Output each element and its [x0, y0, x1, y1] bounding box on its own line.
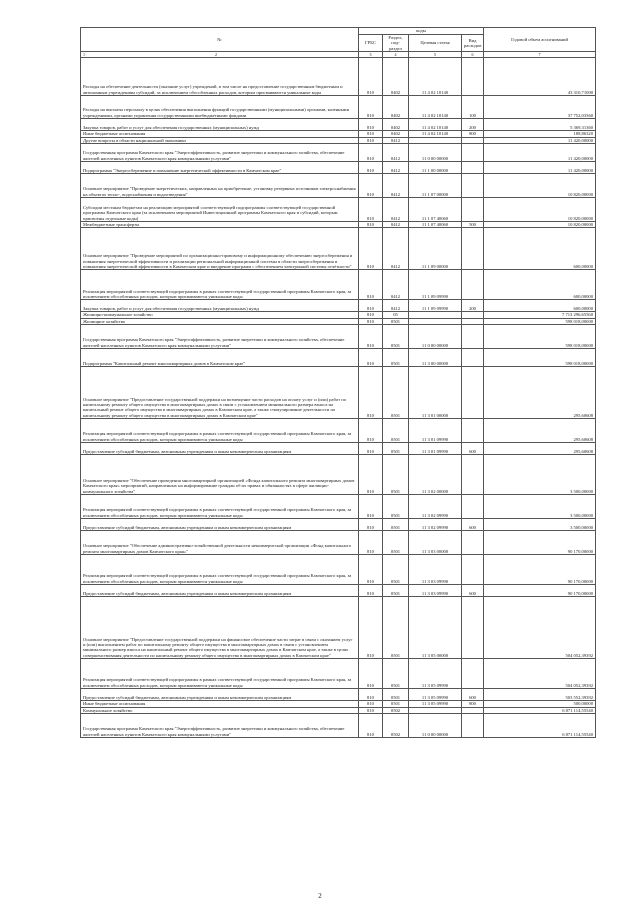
- row-grbs: 810: [359, 119, 383, 131]
- row-csr: 11 3 05 09990: [409, 701, 462, 707]
- row-grbs: 810: [359, 144, 383, 162]
- row-name: Жилищно-коммунальное хозяйство: [81, 312, 359, 318]
- row-grbs: 810: [359, 519, 383, 531]
- row-grbs: 810: [359, 318, 383, 324]
- budget-table: [80, 27, 596, 738]
- row-grbs: 810: [359, 597, 383, 659]
- row-csr: 11 3 03 00000: [409, 531, 462, 555]
- row-vr: [462, 597, 484, 659]
- table-row: [81, 455, 596, 495]
- row-csr: 11 3 01 09990: [409, 419, 462, 443]
- row-csr: 11 3 05 00000: [409, 597, 462, 659]
- row-sum: 43 310,71000: [484, 58, 596, 96]
- row-name: Предоставление субсидий бюджетным, автономным учреждениям и иным некоммерческим организациям: [81, 443, 359, 455]
- row-vr: [462, 531, 484, 555]
- row-name: Предоставление субсидий бюджетным, автономным учреждениям и иным некоммерческим организациям: [81, 519, 359, 531]
- row-csr: 11 1 07 00000: [409, 174, 462, 198]
- row-grbs: 810: [359, 96, 383, 119]
- row-vr: [462, 455, 484, 495]
- row-name: Основное мероприятие "Обеспечение административно-хозяйственной деятельности некоммерческой организации «Фонд капитального ремонта многоквартирных домов Камчатского края»": [81, 531, 359, 555]
- row-sum: 500,00000: [484, 701, 596, 707]
- row-csr: 11 4 02 10140: [409, 119, 462, 131]
- row-name: Иные бюджетные ассигнования: [81, 131, 359, 137]
- row-vr: 600: [462, 519, 484, 531]
- row-sum: 11 420,00000: [484, 144, 596, 162]
- row-sum: 90 170,00000: [484, 555, 596, 585]
- table-row: [81, 443, 596, 455]
- row-grbs: 810: [359, 585, 383, 597]
- row-csr: 11 3 03 09990: [409, 585, 462, 597]
- table-row: [81, 349, 596, 367]
- row-sum: 90 170,00000: [484, 585, 596, 597]
- row-csr: 11 1 09 09990: [409, 300, 462, 312]
- row-grbs: 810: [359, 659, 383, 689]
- row-csr: 11 3 02 09990: [409, 495, 462, 519]
- table-row: [81, 585, 596, 597]
- column-number: 7: [484, 52, 596, 58]
- row-name: Предоставление субсидий бюджетным, автономным учреждениям и иным некоммерческим организациям: [81, 689, 359, 701]
- row-csr: 11 4 02 10140: [409, 131, 462, 137]
- row-name: Расходы на обеспечение деятельности (оказание услуг) учреждений, в том числе на предоставление государственным бюджетным и автономным учреждениям субсидий, за исключением обособленных расходов, которым присваиваются уникальные коды: [81, 58, 359, 96]
- row-name: Реализация мероприятий соответствующей подпрограммы в рамках соответствующей государственной программы Камчатского края, за исключением обособленных расходов, которым присваиваются уникальные коды: [81, 555, 359, 585]
- row-grbs: 810: [359, 714, 383, 738]
- table-row: [81, 419, 596, 443]
- row-grbs: 810: [359, 707, 383, 713]
- row-grbs: 810: [359, 174, 383, 198]
- row-csr: 11 3 01 09990: [409, 443, 462, 455]
- table-row: [81, 531, 596, 555]
- row-sum: 600,00000: [484, 300, 596, 312]
- table-row: [81, 96, 596, 119]
- row-name: Основное мероприятие "Обеспечение проведения многоквартирной организацией «Фонда капитального ремонта многоквартирных домов Камчатского края» мероприятий, направленных на информирование граждан об их правах и обязанностях в сфере жилищно-коммунального хозяйства": [81, 455, 359, 495]
- row-rzpr: 0501: [383, 349, 409, 367]
- row-name: Основное мероприятие "Проведение мероприятий по организационно-правовому и информационному обеспечению энергосбережения и повышения энергетической эффективности и реализации региональной информационной системы в области энергосбережения и повышения энергетической эффективности в Камчатском крае и внедрение программ с обеспечением электронной системы отчётности": [81, 228, 359, 270]
- row-rzpr: 0412: [383, 162, 409, 174]
- row-rzpr: 0501: [383, 455, 409, 495]
- table-body: [81, 58, 596, 738]
- row-name: Реализация мероприятий соответствующей подпрограммы в рамках соответствующей государственной программы Камчатского края, за исключением обособленных расходов, которым присваиваются уникальные коды: [81, 419, 359, 443]
- row-sum: 3 500,00000: [484, 519, 596, 531]
- row-vr: [462, 349, 484, 367]
- row-sum: 10 820,00000: [484, 222, 596, 228]
- row-name: Предоставление субсидий бюджетным, автономным учреждениям и иным некоммерческим организациям: [81, 585, 359, 597]
- row-rzpr: 0402: [383, 58, 409, 96]
- table-row: [81, 119, 596, 131]
- row-grbs: 810: [359, 689, 383, 701]
- row-csr: 11 3 01 00000: [409, 367, 462, 419]
- row-name: Подпрограмма "Энергосбережение и повышение энергетической эффективности в Камчатском крае": [81, 162, 359, 174]
- row-rzpr: 0501: [383, 495, 409, 519]
- header-codes: коды: [359, 28, 484, 35]
- row-name: Реализация мероприятий соответствующей подпрограммы в рамках соответствующей государственной программы Камчатского края, за исключением обособленных расходов, которым присваиваются уникальные коды: [81, 495, 359, 519]
- row-sum: 3 500,00000: [484, 455, 596, 495]
- row-sum: 37 752,03360: [484, 96, 596, 119]
- row-rzpr: 0412: [383, 228, 409, 270]
- row-rzpr: 0502: [383, 714, 409, 738]
- row-grbs: 810: [359, 495, 383, 519]
- row-vr: [462, 228, 484, 270]
- row-name: Государственная программа Камчатского края "Энергоэффективность, развитие энергетики и коммунального хозяйства, обеспечение жителей населенных пунктов Камчатского края коммунальными услугами": [81, 144, 359, 162]
- table-row: [81, 162, 596, 174]
- row-rzpr: 0412: [383, 270, 409, 300]
- row-name: Основное мероприятие "Проведение энергетических, направленных на приобретение, установку резервных источников электроснабжения на объектах тепло-, водоснабжения и водоотведения": [81, 174, 359, 198]
- row-name: Государственная программа Камчатского края "Энергоэффективность, развитие энергетики и коммунального хозяйства, обеспечение жителей населенных пунктов Камчатского края коммунальными услугами": [81, 325, 359, 349]
- row-rzpr: 0412: [383, 144, 409, 162]
- row-rzpr: 0502: [383, 707, 409, 713]
- row-vr: 100: [462, 96, 484, 119]
- row-sum: 6 871 114,55540: [484, 714, 596, 738]
- row-vr: 600: [462, 443, 484, 455]
- row-name: Расходы на выплаты персоналу в целях обеспечения выполнения функций государственными (муниципальными) органами, казенными учреждениями, органами управления государственными внебюджетными фондами: [81, 96, 359, 119]
- row-grbs: 810: [359, 58, 383, 96]
- row-vr: 800: [462, 701, 484, 707]
- table-row: [81, 519, 596, 531]
- row-grbs: 810: [359, 222, 383, 228]
- header-sum: Годовой объем ассигнований: [484, 28, 596, 52]
- row-rzpr: 0402: [383, 96, 409, 119]
- row-vr: 200: [462, 300, 484, 312]
- row-vr: [462, 714, 484, 738]
- row-sum: 295,60608: [484, 419, 596, 443]
- row-name: Субсидии местным бюджетам на реализацию мероприятий соответствующей подпрограммы соответствующей государственной программы Камчатского края (за исключением мероприятий Инвестиционной программы Камчатского края и субсидий, которым присвоены отдельные коды): [81, 198, 359, 222]
- row-vr: [462, 144, 484, 162]
- table-row: [81, 270, 596, 300]
- row-csr: 11 0 00 00000: [409, 714, 462, 738]
- row-grbs: 810: [359, 198, 383, 222]
- row-vr: 200: [462, 119, 484, 131]
- table-row: [81, 495, 596, 519]
- row-vr: [462, 367, 484, 419]
- row-vr: [462, 174, 484, 198]
- table-row: [81, 597, 596, 659]
- row-csr: 11 1 07 40060: [409, 198, 462, 222]
- table-row: [81, 198, 596, 222]
- row-name: Закупка товаров, работ и услуг для обеспечения государственных (муниципальных) нужд: [81, 300, 359, 312]
- table-row: [81, 714, 596, 738]
- row-grbs: 810: [359, 349, 383, 367]
- row-name: Реализация мероприятий соответствующей подпрограммы в рамках соответствующей государственной программы Камчатского края, за исключением обособленных расходов, которым присваиваются уникальные коды: [81, 270, 359, 300]
- row-sum: 504 052,39392: [484, 597, 596, 659]
- row-sum: 600,00000: [484, 270, 596, 300]
- row-rzpr: 05: [383, 312, 409, 318]
- row-grbs: 810: [359, 531, 383, 555]
- row-vr: 800: [462, 131, 484, 137]
- row-rzpr: 0501: [383, 519, 409, 531]
- table-row: [81, 689, 596, 701]
- header-csr: Целевая статья: [409, 35, 462, 52]
- row-grbs: 810: [359, 325, 383, 349]
- table-row: [81, 367, 596, 419]
- row-sum: 90 170,00000: [484, 531, 596, 555]
- row-name: Другие вопросы в области национальной экономики: [81, 137, 359, 143]
- row-csr: 11 1 09 00000: [409, 228, 462, 270]
- row-sum: 3 500,00000: [484, 495, 596, 519]
- row-sum: 598 018,00000: [484, 318, 596, 324]
- row-name: Жилищное хозяйство: [81, 318, 359, 324]
- table-row: [81, 174, 596, 198]
- row-rzpr: 0501: [383, 597, 409, 659]
- column-number: 2: [215, 52, 217, 58]
- row-grbs: 810: [359, 131, 383, 137]
- row-csr: 11 3 03 09990: [409, 555, 462, 585]
- row-csr: 11 0 00 00000: [409, 325, 462, 349]
- row-sum: 598 018,00000: [484, 349, 596, 367]
- row-rzpr: 0501: [383, 325, 409, 349]
- row-csr: 11 3 05 09990: [409, 659, 462, 689]
- table-row: [81, 659, 596, 689]
- header-vr: Вид расходов: [462, 35, 484, 52]
- row-sum: 11 420,00000: [484, 162, 596, 174]
- row-csr: 11 3 00 00000: [409, 349, 462, 367]
- column-number: 5: [409, 52, 462, 58]
- row-sum: 5 369,31360: [484, 119, 596, 131]
- row-sum: 295,60608: [484, 443, 596, 455]
- row-sum: 11 420,00000: [484, 137, 596, 143]
- row-sum: 10 820,00000: [484, 198, 596, 222]
- row-name: Закупка товаров, работ и услуг для обеспечения государственных (муниципальных) нужд: [81, 119, 359, 131]
- row-rzpr: 0501: [383, 367, 409, 419]
- table-row: [81, 300, 596, 312]
- table-header: [81, 28, 596, 58]
- row-name: Межбюджетные трансферты: [81, 222, 359, 228]
- row-rzpr: 0402: [383, 119, 409, 131]
- row-rzpr: 0412: [383, 300, 409, 312]
- table-row: [81, 144, 596, 162]
- row-vr: [462, 58, 484, 96]
- column-number: 6: [462, 52, 484, 58]
- row-name: Иные бюджетные ассигнования: [81, 701, 359, 707]
- row-rzpr: 0501: [383, 701, 409, 707]
- row-grbs: 810: [359, 367, 383, 419]
- row-grbs: 810: [359, 137, 383, 143]
- row-vr: [462, 162, 484, 174]
- row-sum: 504 052,39392: [484, 659, 596, 689]
- page-number: 2: [318, 892, 322, 900]
- row-name: Подпрограмма "Капитальный ремонт многоквартирных домов в Камчатском крае": [81, 349, 359, 367]
- row-sum: 295,60608: [484, 367, 596, 419]
- table-row: [81, 58, 596, 96]
- row-sum: 598 018,00000: [484, 325, 596, 349]
- row-csr: 11 0 00 00000: [409, 144, 462, 162]
- row-name: Основное мероприятие "Предоставление государственной поддержки на финансовое обеспечение части затрат в связи с оказанием услуг и (или) выполнением работ по капитальному ремонту общего имущества в многоквартирных домах в связи с установлением минимального размер взноса на капитальный ремонт общего имущества в многоквартирных домах в Камчатском крае, а также в целях совершенствования деятельности по капитальному ремонту общего имущества в многоквартирных домах в Камчатском крае": [81, 597, 359, 659]
- row-csr: 11 3 02 00000: [409, 455, 462, 495]
- row-vr: [462, 659, 484, 689]
- row-csr: 11 1 07 40060: [409, 222, 462, 228]
- row-grbs: 810: [359, 312, 383, 318]
- row-grbs: 810: [359, 443, 383, 455]
- header-rzpr: Раздел, под-раздел: [383, 35, 409, 52]
- column-number: 1: [83, 52, 85, 58]
- row-rzpr: 0501: [383, 443, 409, 455]
- row-grbs: 810: [359, 419, 383, 443]
- row-vr: [462, 270, 484, 300]
- column-number: 3: [359, 52, 383, 58]
- row-rzpr: 0501: [383, 419, 409, 443]
- table-row: [81, 228, 596, 270]
- row-csr: 11 3 05 09990: [409, 689, 462, 701]
- row-csr: 11 4 02 10140: [409, 96, 462, 119]
- row-rzpr: 0501: [383, 689, 409, 701]
- row-rzpr: 0412: [383, 174, 409, 198]
- row-vr: [462, 495, 484, 519]
- row-rzpr: 0412: [383, 222, 409, 228]
- row-name: Основное мероприятие "Предоставление государственной поддержки на возмещение части расходов на оплату услуг и (или) работ по капитальному ремонту общего имущества в многоквартирных домах в связи с установлением минимального размера взноса на капитальный ремонт общего имущества в многоквартирных домах в Камчатском крае, а также стимулирование деятельности по капитальному ремонту общего имущества в многоквартирных домах в Камчатском крае": [81, 367, 359, 419]
- table-row: [81, 325, 596, 349]
- row-sum: 6 871 114,55540: [484, 707, 596, 713]
- row-vr: 600: [462, 689, 484, 701]
- row-sum: 503 552,39392: [484, 689, 596, 701]
- row-name: Коммунальное хозяйство: [81, 707, 359, 713]
- row-grbs: 810: [359, 228, 383, 270]
- row-vr: [462, 419, 484, 443]
- row-rzpr: 0501: [383, 531, 409, 555]
- row-sum: 600,00000: [484, 228, 596, 270]
- row-csr: 11 3 02 09990: [409, 519, 462, 531]
- row-grbs: 810: [359, 162, 383, 174]
- row-vr: 500: [462, 222, 484, 228]
- row-grbs: 810: [359, 555, 383, 585]
- row-csr: 11 4 02 10140: [409, 58, 462, 96]
- row-rzpr: 0501: [383, 585, 409, 597]
- header-num: №: [81, 28, 359, 52]
- row-vr: [462, 198, 484, 222]
- row-csr: 11 1 09 09990: [409, 270, 462, 300]
- row-csr: 11 1 00 00000: [409, 162, 462, 174]
- row-rzpr: 0501: [383, 659, 409, 689]
- row-grbs: 810: [359, 701, 383, 707]
- row-rzpr: 0402: [383, 131, 409, 137]
- row-rzpr: 0501: [383, 318, 409, 324]
- row-rzpr: 0412: [383, 137, 409, 143]
- row-grbs: 810: [359, 300, 383, 312]
- row-name: Государственная программа Камчатского края "Энергоэффективность, развитие энергетики и коммунального хозяйства, обеспечение жителей населенных пунктов Камчатского края коммунальными услугами": [81, 714, 359, 738]
- row-rzpr: 0412: [383, 198, 409, 222]
- row-vr: [462, 555, 484, 585]
- header-grbs: ГРБС: [359, 35, 383, 52]
- row-vr: 600: [462, 585, 484, 597]
- row-grbs: 810: [359, 270, 383, 300]
- table-row: [81, 555, 596, 585]
- row-vr: [462, 325, 484, 349]
- row-grbs: 810: [359, 455, 383, 495]
- column-number: 4: [383, 52, 409, 58]
- row-sum: 7 713 296,65560: [484, 312, 596, 318]
- row-rzpr: 0501: [383, 555, 409, 585]
- row-name: Реализация мероприятий соответствующей подпрограммы в рамках соответствующей государственной программы Камчатского края, за исключением обособленных расходов, которым присваиваются уникальные коды: [81, 659, 359, 689]
- row-sum: 10 820,00000: [484, 174, 596, 198]
- row-sum: 188,86320: [484, 131, 596, 137]
